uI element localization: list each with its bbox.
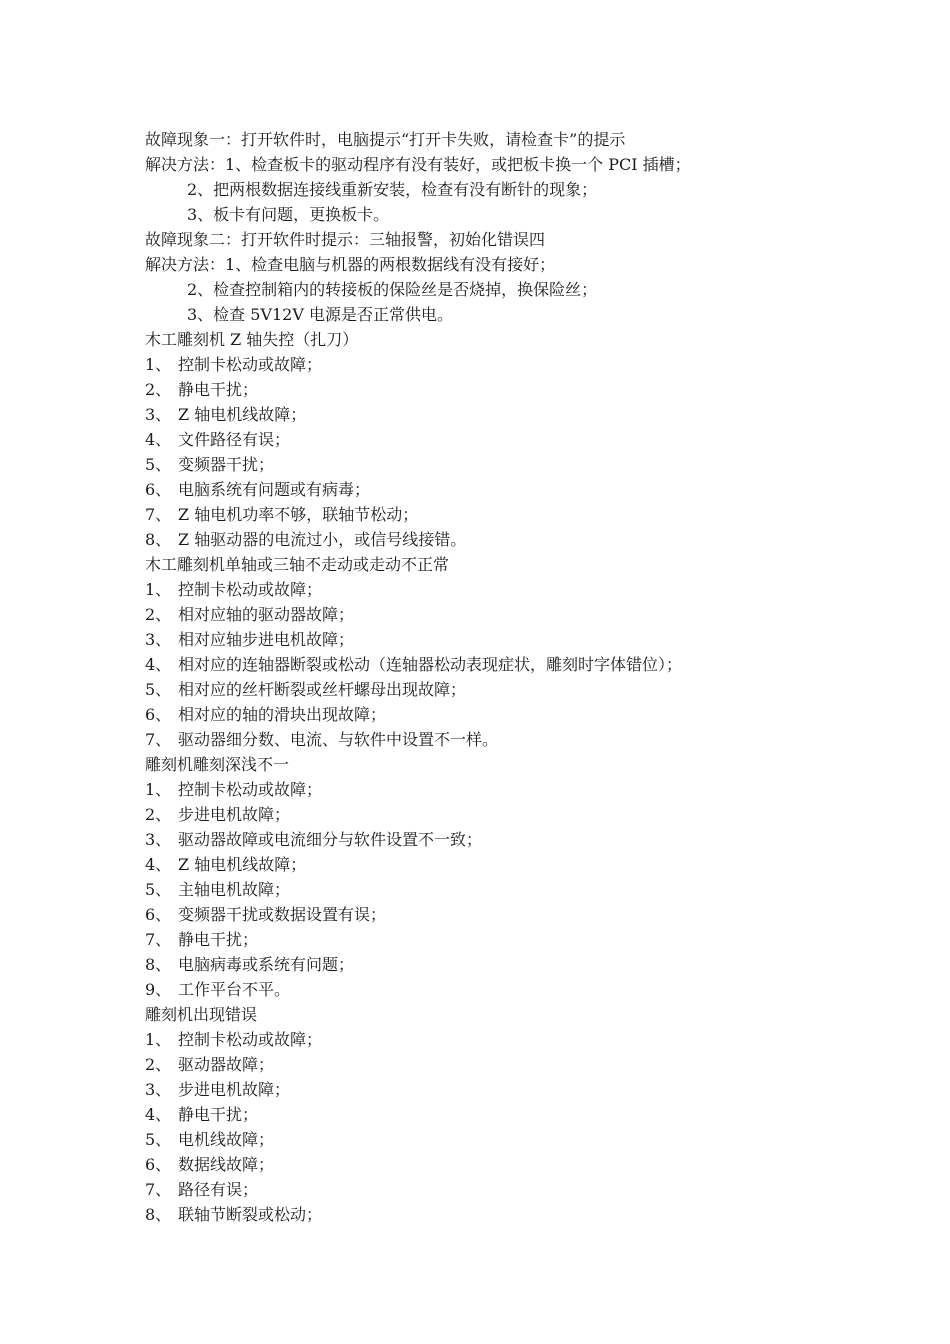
section-heading-depth: 雕刻机雕刻深浅不一 bbox=[145, 755, 290, 774]
list-item-number: 4、 bbox=[145, 655, 172, 674]
list-item bbox=[145, 427, 845, 452]
fault-1-title: 故障现象一：打开软件时，电脑提示“打开卡失败，请检查卡”的提示 bbox=[145, 130, 626, 149]
list-item-number: 1、 bbox=[145, 580, 172, 599]
section-heading-z-axis: 木工雕刻机 Z 轴失控（扎刀） bbox=[145, 330, 359, 349]
list-item-number: 6、 bbox=[145, 905, 172, 924]
list-item-number: 5、 bbox=[145, 680, 172, 699]
list-item-number: 7、 bbox=[145, 505, 172, 524]
list-item-number: 2、 bbox=[145, 605, 172, 624]
list-item bbox=[145, 477, 845, 502]
list-item bbox=[145, 1102, 845, 1127]
list-item-text: 路径有误； bbox=[178, 1180, 259, 1199]
list-item-text: 变频器干扰； bbox=[178, 455, 275, 474]
list-item-text: 驱动器故障或电流细分与软件设置不一致； bbox=[178, 830, 483, 849]
list-item-number: 2、 bbox=[145, 380, 172, 399]
list-item bbox=[145, 777, 845, 802]
list-item-text: Z 轴电机线故障； bbox=[178, 855, 307, 874]
list-item bbox=[145, 352, 845, 377]
fault-2-step: 3、检查 5V12V 电源是否正常供电。 bbox=[187, 305, 454, 324]
list-item bbox=[145, 377, 845, 402]
list-item-text: Z 轴电机线故障； bbox=[178, 405, 307, 424]
list-item-text: 电机线故障； bbox=[178, 1130, 275, 1149]
list-item-text: 文件路径有误； bbox=[178, 430, 291, 449]
list-item-text: 控制卡松动或故障； bbox=[178, 780, 323, 799]
list-item-text: 数据线故障； bbox=[178, 1155, 275, 1174]
list-item-text: 工作平台不平。 bbox=[178, 980, 291, 999]
list-item-text: 主轴电机故障； bbox=[178, 880, 291, 899]
list-item-text: 步进电机故障； bbox=[178, 1080, 291, 1099]
list-item-number: 6、 bbox=[145, 480, 172, 499]
list-item bbox=[145, 452, 845, 477]
list-item-number: 8、 bbox=[145, 955, 172, 974]
list-item bbox=[145, 1052, 845, 1077]
list-item-number: 9、 bbox=[145, 980, 172, 999]
list-item-text: Z 轴驱动器的电流过小，或信号线接错。 bbox=[178, 530, 467, 549]
list-item bbox=[145, 727, 845, 752]
list-item bbox=[145, 527, 845, 552]
list-item bbox=[145, 502, 845, 527]
list-item-number: 2、 bbox=[145, 1055, 172, 1074]
list-item bbox=[145, 677, 845, 702]
list-item bbox=[145, 627, 845, 652]
list-item-number: 6、 bbox=[145, 1155, 172, 1174]
document-body bbox=[145, 127, 845, 1227]
list-item bbox=[145, 577, 845, 602]
list-item-number: 3、 bbox=[145, 630, 172, 649]
list-item-number: 1、 bbox=[145, 355, 172, 374]
fault-2-solution-intro: 解决方法：1、检查电脑与机器的两根数据线有没有接好； bbox=[145, 255, 556, 274]
list-item bbox=[145, 1127, 845, 1152]
list-item-number: 4、 bbox=[145, 1105, 172, 1124]
list-item-text: 控制卡松动或故障； bbox=[178, 1030, 323, 1049]
list-item-number: 3、 bbox=[145, 1080, 172, 1099]
fault-2-title: 故障现象二：打开软件时提示：三轴报警，初始化错误四 bbox=[145, 230, 546, 249]
list-item-number: 8、 bbox=[145, 530, 172, 549]
list-item-text: 电脑病毒或系统有问题； bbox=[178, 955, 355, 974]
list-item-text: 联轴节断裂或松动； bbox=[178, 1205, 323, 1224]
fault-1-solution-intro: 解决方法：1、检查板卡的驱动程序有没有装好，或把板卡换一个 PCI 插槽； bbox=[145, 155, 691, 174]
list-item-number: 3、 bbox=[145, 830, 172, 849]
list-item-number: 1、 bbox=[145, 780, 172, 799]
list-item-number: 7、 bbox=[145, 930, 172, 949]
list-item-text: 电脑系统有问题或有病毒； bbox=[178, 480, 371, 499]
section-heading-axis-movement: 木工雕刻机单轴或三轴不走动或走动不正常 bbox=[145, 555, 450, 574]
list-item-text: 驱动器故障； bbox=[178, 1055, 275, 1074]
fault-1-step: 2、把两根数据连接线重新安装，检查有没有断针的现象； bbox=[187, 180, 598, 199]
list-item-text: 步进电机故障； bbox=[178, 805, 291, 824]
list-item bbox=[145, 602, 845, 627]
list-item-text: 控制卡松动或故障； bbox=[178, 355, 323, 374]
list-item-text: Z 轴电机功率不够，联轴节松动； bbox=[178, 505, 419, 524]
list-item bbox=[145, 1202, 845, 1227]
list-item-number: 6、 bbox=[145, 705, 172, 724]
list-item-text: 相对应轴的驱动器故障； bbox=[178, 605, 355, 624]
list-item bbox=[145, 702, 845, 727]
list-item bbox=[145, 1027, 845, 1052]
list-item-number: 3、 bbox=[145, 405, 172, 424]
fault-2-step: 2、检查控制箱内的转接板的保险丝是否烧掉，换保险丝； bbox=[187, 280, 598, 299]
section-heading-errors: 雕刻机出现错误 bbox=[145, 1005, 258, 1024]
list-item bbox=[145, 902, 845, 927]
list-item bbox=[145, 877, 845, 902]
list-item-number: 5、 bbox=[145, 455, 172, 474]
list-item bbox=[145, 1077, 845, 1102]
list-item-text: 相对应的轴的滑块出现故障； bbox=[178, 705, 387, 724]
list-item-number: 5、 bbox=[145, 880, 172, 899]
list-item bbox=[145, 402, 845, 427]
list-item bbox=[145, 1152, 845, 1177]
list-item bbox=[145, 852, 845, 877]
fault-1-step: 3、板卡有问题，更换板卡。 bbox=[187, 205, 390, 224]
list-item-text: 静电干扰； bbox=[178, 930, 259, 949]
list-item-number: 1、 bbox=[145, 1030, 172, 1049]
list-item bbox=[145, 652, 845, 677]
list-item-text: 相对应的连轴器断裂或松动（连轴器松动表现症状，雕刻时字体错位）； bbox=[178, 655, 683, 674]
list-item-number: 7、 bbox=[145, 1180, 172, 1199]
list-item-text: 驱动器细分数、电流、与软件中设置不一样。 bbox=[178, 730, 499, 749]
list-item-text: 控制卡松动或故障； bbox=[178, 580, 323, 599]
list-item-text: 静电干扰； bbox=[178, 380, 259, 399]
list-item-number: 4、 bbox=[145, 855, 172, 874]
list-item-number: 7、 bbox=[145, 730, 172, 749]
list-item bbox=[145, 952, 845, 977]
list-item bbox=[145, 802, 845, 827]
list-item-text: 静电干扰； bbox=[178, 1105, 259, 1124]
list-item bbox=[145, 827, 845, 852]
list-item-number: 4、 bbox=[145, 430, 172, 449]
list-item bbox=[145, 927, 845, 952]
list-item-number: 2、 bbox=[145, 805, 172, 824]
list-item-number: 5、 bbox=[145, 1130, 172, 1149]
list-item bbox=[145, 977, 845, 1002]
list-item bbox=[145, 1177, 845, 1202]
list-item-text: 相对应轴步进电机故障； bbox=[178, 630, 355, 649]
list-item-text: 相对应的丝杆断裂或丝杆螺母出现故障； bbox=[178, 680, 467, 699]
list-item-number: 8、 bbox=[145, 1205, 172, 1224]
list-item-text: 变频器干扰或数据设置有误； bbox=[178, 905, 387, 924]
